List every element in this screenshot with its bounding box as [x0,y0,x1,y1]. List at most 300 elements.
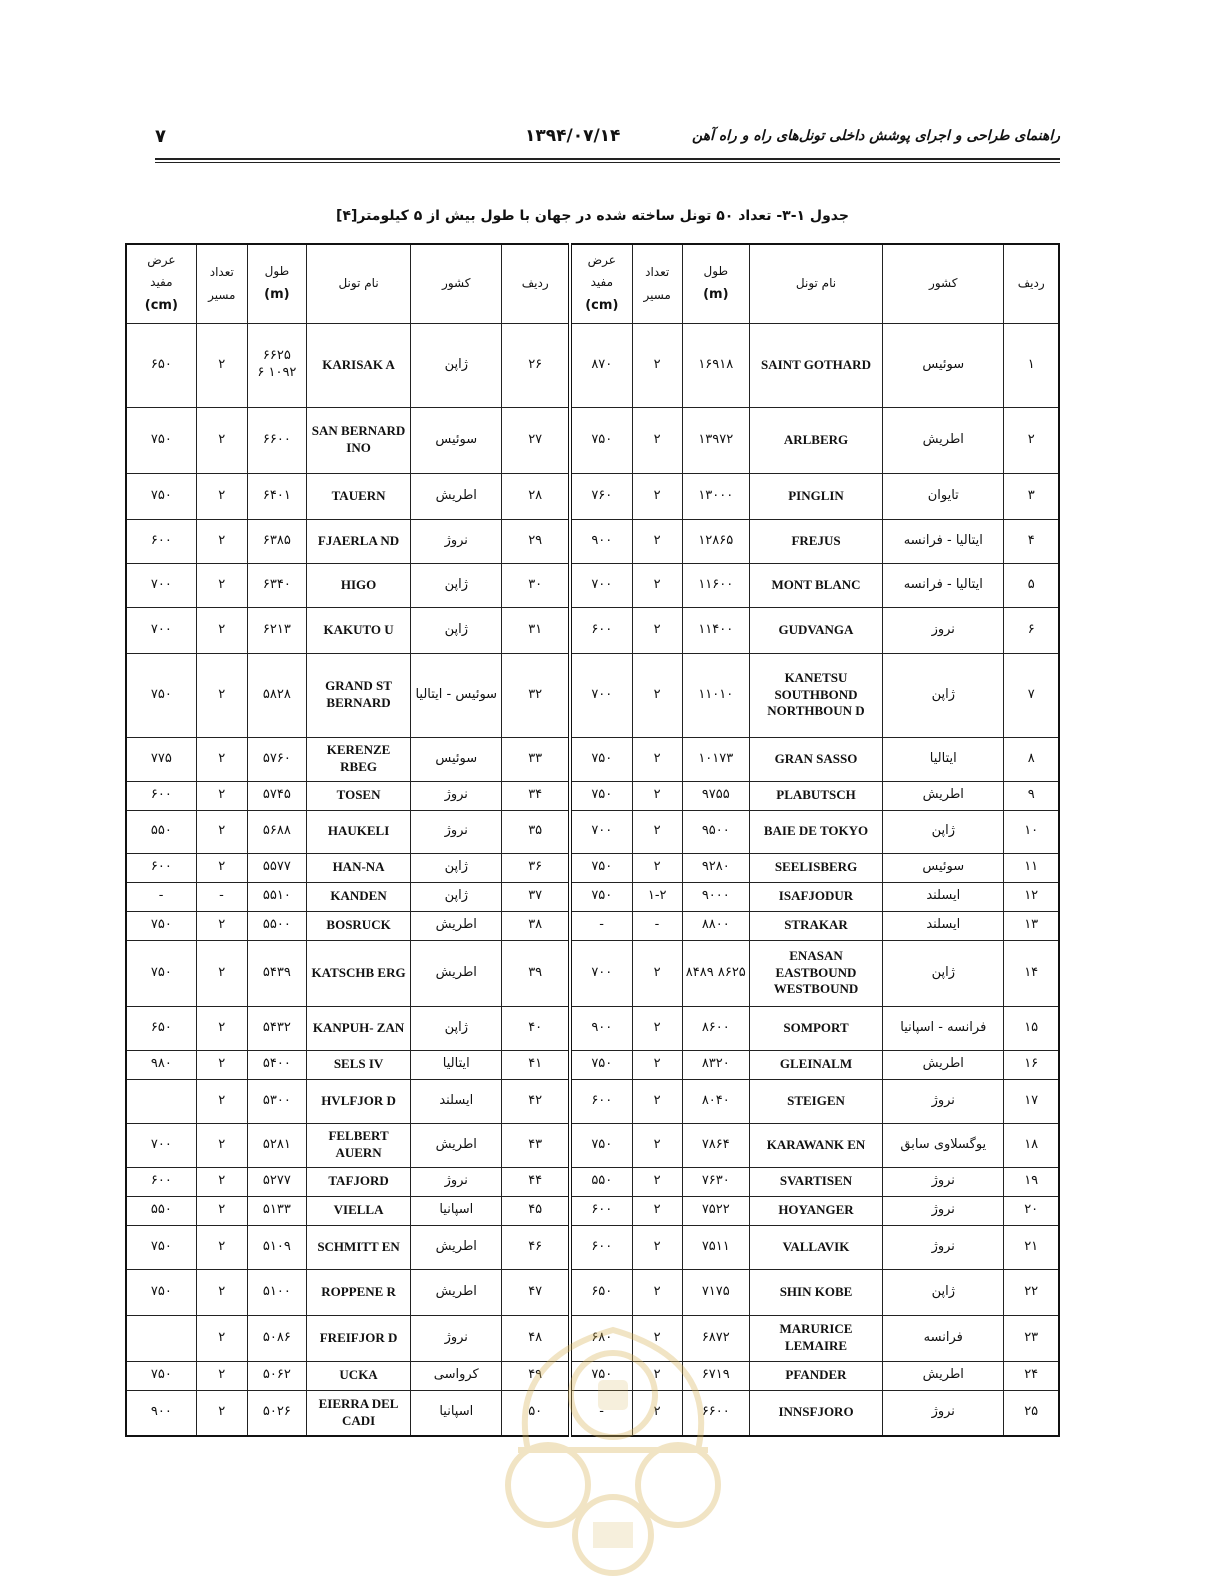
cell-length: ۱۱۶۰۰ [682,563,749,607]
cell-row-number-2: ۲۹ [502,519,570,563]
cell-length: ۶۷۱۹ [682,1361,749,1390]
cell-width-2: ۹۸۰ [126,1050,196,1079]
cell-width-2: ۶۵۰ [126,1006,196,1050]
lanes-label-1: تعداد [645,264,670,279]
cell-country: اطریش [883,781,1004,810]
cell-length: ۸۸۰۰ [682,911,749,940]
cell-width-2: ۷۵۰ [126,407,196,473]
cell-row-number-2: ۳۳ [502,737,570,781]
cell-row-number-2: ۴۲ [502,1079,570,1123]
cell-length: ۹۵۰۰ [682,810,749,853]
cell-country-2: اطریش [411,473,502,519]
cell-width-2: ۶۵۰ [126,323,196,407]
cell-lanes: ۲ [632,940,682,1006]
cell-tunnel-name-2: FJAERLA ND [306,519,410,563]
cell-country: ایتالیا - فرانسه [883,519,1004,563]
cell-width: - [570,1390,632,1436]
cell-lanes: ۲ [632,1079,682,1123]
page-header [155,122,1060,150]
cell-lanes: ۲ [632,1196,682,1225]
cell-lanes: ۲ [632,1167,682,1196]
cell-country-2: ژاپن [411,607,502,653]
cell-country: نروز [883,607,1004,653]
cell-length-2: ۵۷۴۵ [247,781,306,810]
cell-country-2: ژاپن [411,563,502,607]
cell-country-2: ایسلند [411,1079,502,1123]
cell-row-number-2: ۲۶ [502,323,570,407]
width-label-2: مفید [150,275,173,290]
cell-row-number: ۳ [1004,473,1059,519]
cell-lanes-2: ۲ [196,407,247,473]
cell-tunnel-name-2: HIGO [306,563,410,607]
table-row [126,1123,1059,1167]
cell-lanes: ۲ [632,1123,682,1167]
cell-country: ژاپن [883,653,1004,737]
cell-row-number-2: ۴۵ [502,1196,570,1225]
cell-country: ایتالیا - فرانسه [883,563,1004,607]
cell-width: ۹۰۰ [570,1006,632,1050]
cell-row-number-2: ۳۴ [502,781,570,810]
cell-lanes-2: ۲ [196,1196,247,1225]
cell-country: فرانسه [883,1315,1004,1361]
width-label-1: عرض [587,252,616,267]
cell-width: ۷۵۰ [570,882,632,911]
cell-row-number: ۷ [1004,653,1059,737]
cell-length: ۸۳۲۰ [682,1050,749,1079]
cell-width-2: ۷۵۰ [126,911,196,940]
col-header-tunnel-name: نام تونل [749,244,882,323]
table-row [126,1390,1059,1436]
cell-row-number: ۴ [1004,519,1059,563]
cell-lanes: ۲ [632,1006,682,1050]
cell-row-number-2: ۲۷ [502,407,570,473]
cell-row-number: ۱۹ [1004,1167,1059,1196]
cell-length: ۸۶۲۵ ۸۴۸۹ [682,940,749,1006]
cell-lanes: ۲ [632,1361,682,1390]
lanes-label-2: مسیر [208,287,236,302]
cell-width-2: ۷۰۰ [126,563,196,607]
cell-tunnel-name: ARLBERG [749,407,882,473]
cell-lanes-2: ۲ [196,911,247,940]
cell-width-2: ۶۰۰ [126,781,196,810]
cell-row-number: ۱۷ [1004,1079,1059,1123]
cell-row-number: ۲۰ [1004,1196,1059,1225]
cell-row-number-2: ۳۲ [502,653,570,737]
cell-width-2: ۶۰۰ [126,853,196,882]
cell-row-number: ۵ [1004,563,1059,607]
cell-lanes: ۲ [632,653,682,737]
cell-lanes-2: ۲ [196,1006,247,1050]
cell-lanes: ۲ [632,1269,682,1315]
cell-row-number-2: ۴۱ [502,1050,570,1079]
cell-width: ۶۰۰ [570,607,632,653]
page-number: ۷ [155,125,166,147]
cell-country-2: سوئیس [411,407,502,473]
cell-width-2: ۷۵۰ [126,1225,196,1269]
cell-country-2: اطریش [411,1225,502,1269]
table-header-row [126,244,1059,323]
cell-tunnel-name-2: EIERRA DEL CADI [306,1390,410,1436]
cell-width: ۶۵۰ [570,1269,632,1315]
cell-lanes-2: ۲ [196,940,247,1006]
cell-row-number-2: ۴۶ [502,1225,570,1269]
cell-length: ۷۵۲۲ [682,1196,749,1225]
table-row [126,853,1059,882]
cell-length-2: ۵۲۷۷ [247,1167,306,1196]
cell-country: سوئیس [883,853,1004,882]
cell-lanes-2: ۲ [196,781,247,810]
cell-length-2: ۶۴۰۱ [247,473,306,519]
cell-tunnel-name-2: HVLFJOR D [306,1079,410,1123]
cell-row-number: ۲۴ [1004,1361,1059,1390]
document-date: ۱۳۹۴/۰۷/۱۴ [525,126,621,146]
cell-tunnel-name-2: TAUERN [306,473,410,519]
cell-lanes: ۲ [632,853,682,882]
cell-lanes: - [632,911,682,940]
cell-length-2: ۵۱۳۳ [247,1196,306,1225]
document-title: راهنمای طراحی و اجرای پوشش داخلی تونل‌های راه و راه آهن [692,128,1060,144]
cell-tunnel-name-2: KANPUH- ZAN [306,1006,410,1050]
cell-country: تایوان [883,473,1004,519]
cell-lanes-2: ۲ [196,473,247,519]
table-row [126,653,1059,737]
cell-lanes: ۲ [632,737,682,781]
cell-row-number: ۲۲ [1004,1269,1059,1315]
cell-country-2: ژاپن [411,882,502,911]
cell-length-2: ۶۳۴۰ [247,563,306,607]
col-header-length-2 [247,244,306,323]
cell-lanes: ۲ [632,563,682,607]
cell-width: ۷۵۰ [570,781,632,810]
cell-tunnel-name: SOMPORT [749,1006,882,1050]
cell-width-2: ۷۵۰ [126,940,196,1006]
cell-tunnel-name-2: KANDEN [306,882,410,911]
cell-row-number: ۱ [1004,323,1059,407]
cell-tunnel-name: MARURICE LEMAIRE [749,1315,882,1361]
cell-row-number: ۱۰ [1004,810,1059,853]
cell-length-2: ۵۴۳۹ [247,940,306,1006]
cell-tunnel-name: STEIGEN [749,1079,882,1123]
cell-length: ۷۱۷۵ [682,1269,749,1315]
table-row [126,1079,1059,1123]
cell-lanes-2: ۲ [196,1123,247,1167]
cell-tunnel-name: HOYANGER [749,1196,882,1225]
col-header-row-number: ردیف [1004,244,1059,323]
cell-lanes-2: ۲ [196,1390,247,1436]
col-header-row-number-2: ردیف [502,244,570,323]
cell-row-number: ۱۲ [1004,882,1059,911]
cell-width-2: ۶۰۰ [126,1167,196,1196]
cell-length-2: ۵۲۸۱ [247,1123,306,1167]
cell-tunnel-name-2: TAFJORD [306,1167,410,1196]
cell-lanes-2: ۲ [196,1079,247,1123]
cell-country-2: اسپانیا [411,1196,502,1225]
cell-length-2: ۵۱۰۰ [247,1269,306,1315]
table-row [126,607,1059,653]
cell-length: ۱۱۴۰۰ [682,607,749,653]
cell-tunnel-name: SAINT GOTHARD [749,323,882,407]
cell-width: ۷۰۰ [570,563,632,607]
cell-lanes: ۲ [632,607,682,653]
cell-width: ۶۰۰ [570,1079,632,1123]
header-rule [155,158,1060,160]
cell-country-2: ژاپن [411,853,502,882]
cell-width: ۷۰۰ [570,940,632,1006]
cell-row-number: ۲۱ [1004,1225,1059,1269]
cell-tunnel-name: SVARTISEN [749,1167,882,1196]
cell-width: ۶۸۰ [570,1315,632,1361]
cell-tunnel-name-2: KERENZE RBEG [306,737,410,781]
cell-tunnel-name: BAIE DE TOKYO [749,810,882,853]
cell-length-2: ۵۰۲۶ [247,1390,306,1436]
cell-length: ۸۰۴۰ [682,1079,749,1123]
cell-width-2: ۷۵۰ [126,1269,196,1315]
cell-row-number-2: ۳۹ [502,940,570,1006]
cell-width: ۹۰۰ [570,519,632,563]
cell-tunnel-name-2: TOSEN [306,781,410,810]
cell-tunnel-name: PFANDER [749,1361,882,1390]
cell-country: اطریش [883,1050,1004,1079]
table-row [126,1050,1059,1079]
cell-length: ۹۷۵۵ [682,781,749,810]
cell-length-2: ۶۳۸۵ [247,519,306,563]
cell-width: ۷۵۰ [570,407,632,473]
cell-country: ژاپن [883,940,1004,1006]
cell-width-2: ۹۰۰ [126,1390,196,1436]
cell-width-2 [126,1315,196,1361]
col-header-lanes-2 [196,244,247,323]
cell-width: ۷۵۰ [570,853,632,882]
cell-length: ۶۸۷۲ [682,1315,749,1361]
cell-row-number-2: ۵۰ [502,1390,570,1436]
cell-lanes-2: ۲ [196,1050,247,1079]
cell-country: اطریش [883,407,1004,473]
cell-row-number-2: ۴۷ [502,1269,570,1315]
cell-width-2: ۵۵۰ [126,1196,196,1225]
cell-length-2: ۵۵۷۷ [247,853,306,882]
cell-length: ۹۰۰۰ [682,882,749,911]
cell-row-number-2: ۳۵ [502,810,570,853]
cell-length-2: ۵۱۰۹ [247,1225,306,1269]
table-row [126,1315,1059,1361]
cell-row-number-2: ۴۰ [502,1006,570,1050]
cell-tunnel-name-2: VIELLA [306,1196,410,1225]
cell-row-number: ۱۱ [1004,853,1059,882]
cell-lanes-2: ۲ [196,853,247,882]
cell-width-2: ۷۵۰ [126,653,196,737]
cell-tunnel-name: GUDVANGA [749,607,882,653]
cell-country: سوئیس [883,323,1004,407]
cell-tunnel-name-2: UCKA [306,1361,410,1390]
cell-tunnel-name: KARAWANK EN [749,1123,882,1167]
table-row [126,940,1059,1006]
cell-lanes-2: ۲ [196,810,247,853]
cell-row-number-2: ۴۸ [502,1315,570,1361]
cell-lanes-2: ۲ [196,737,247,781]
cell-tunnel-name-2: KARISAK A [306,323,410,407]
cell-lanes: ۲ [632,1225,682,1269]
cell-country-2: اطریش [411,911,502,940]
cell-width-2: ۵۵۰ [126,810,196,853]
cell-row-number: ۱۳ [1004,911,1059,940]
col-header-width-2 [126,244,196,323]
cell-width-2: ۷۰۰ [126,607,196,653]
cell-tunnel-name-2: ROPPENE R [306,1269,410,1315]
cell-row-number: ۶ [1004,607,1059,653]
cell-width: - [570,911,632,940]
cell-lanes-2: ۲ [196,1225,247,1269]
cell-tunnel-name-2: SAN BERNARD INO [306,407,410,473]
cell-tunnel-name: INNSFJORO [749,1390,882,1436]
cell-row-number-2: ۳۷ [502,882,570,911]
cell-length-2: ۵۵۰۰ [247,911,306,940]
cell-lanes: ۱-۲ [632,882,682,911]
cell-length: ۱۳۰۰۰ [682,473,749,519]
cell-country-2: نروژ [411,1315,502,1361]
cell-width: ۵۵۰ [570,1167,632,1196]
cell-row-number-2: ۴۹ [502,1361,570,1390]
cell-lanes: ۲ [632,781,682,810]
cell-lanes-2: ۲ [196,1269,247,1315]
length-label: طول [264,264,290,278]
cell-country-2: نروژ [411,781,502,810]
header-rule-thin [155,162,1060,163]
cell-length: ۱۶۹۱۸ [682,323,749,407]
cell-length: ۶۶۰۰ [682,1390,749,1436]
cell-tunnel-name: KANETSU SOUTHBOND NORTHBOUN D [749,653,882,737]
width-unit: (cm) [585,298,619,314]
cell-width: ۶۰۰ [570,1196,632,1225]
cell-country-2: اطریش [411,1123,502,1167]
table-row [126,1269,1059,1315]
cell-lanes: ۲ [632,407,682,473]
table-caption: جدول ۱-۳- تعداد ۵۰ تونل ساخته شده در جهان با طول بیش از ۵ کیلومتر[۴] [336,208,849,224]
cell-length: ۷۶۳۰ [682,1167,749,1196]
cell-row-number-2: ۳۸ [502,911,570,940]
cell-country-2: نروژ [411,1167,502,1196]
cell-lanes: ۲ [632,323,682,407]
lanes-label-2: مسیر [643,287,671,302]
cell-country: فرانسه - اسپانیا [883,1006,1004,1050]
cell-tunnel-name-2: SCHMITT EN [306,1225,410,1269]
cell-width: ۷۵۰ [570,1050,632,1079]
cell-lanes-2: ۲ [196,563,247,607]
table-row [126,473,1059,519]
cell-tunnel-name-2: FELBERT AUERN [306,1123,410,1167]
table-row [126,737,1059,781]
col-header-lanes [632,244,682,323]
cell-lanes-2: ۲ [196,1167,247,1196]
width-label-2: مفید [590,275,614,290]
cell-lanes: ۲ [632,1315,682,1361]
cell-tunnel-name: SHIN KOBE [749,1269,882,1315]
cell-country: ایتالیا [883,737,1004,781]
table-row [126,1196,1059,1225]
col-header-country: کشور [883,244,1004,323]
cell-row-number: ۱۶ [1004,1050,1059,1079]
cell-country: نروژ [883,1079,1004,1123]
cell-length: ۱۰۱۷۳ [682,737,749,781]
cell-length-2: ۵۳۰۰ [247,1079,306,1123]
cell-length: ۱۲۸۶۵ [682,519,749,563]
cell-width-2: ۷۵۰ [126,1361,196,1390]
table-row [126,1006,1059,1050]
cell-country-2: اطریش [411,940,502,1006]
cell-country: یوگسلاوی سابق [883,1123,1004,1167]
cell-tunnel-name-2: HAUKELI [306,810,410,853]
cell-lanes-2: ۲ [196,1361,247,1390]
cell-length-2: ۵۴۰۰ [247,1050,306,1079]
cell-row-number: ۱۸ [1004,1123,1059,1167]
cell-width-2: ۷۷۵ [126,737,196,781]
cell-tunnel-name-2: GRAND ST BERNARD [306,653,410,737]
cell-tunnel-name-2: SELS IV [306,1050,410,1079]
table-row [126,1167,1059,1196]
cell-row-number: ۲۳ [1004,1315,1059,1361]
cell-width-2: ۶۰۰ [126,519,196,563]
cell-length: ۷۵۱۱ [682,1225,749,1269]
cell-width: ۸۷۰ [570,323,632,407]
cell-length-2: ۶۲۱۳ [247,607,306,653]
cell-lanes: ۲ [632,519,682,563]
length-unit: (m) [264,286,290,302]
cell-country: اطریش [883,1361,1004,1390]
cell-row-number-2: ۲۸ [502,473,570,519]
table-row [126,1361,1059,1390]
cell-length: ۹۲۸۰ [682,853,749,882]
cell-row-number: ۱۵ [1004,1006,1059,1050]
cell-width-2: ۷۵۰ [126,473,196,519]
cell-lanes-2: - [196,882,247,911]
length-label: طول [703,264,729,278]
cell-row-number-2: ۴۴ [502,1167,570,1196]
table-row [126,323,1059,407]
cell-country: نروژ [883,1390,1004,1436]
cell-row-number-2: ۳۰ [502,563,570,607]
table-row [126,810,1059,853]
cell-tunnel-name: FREJUS [749,519,882,563]
cell-country-2: ژاپن [411,323,502,407]
cell-country-2: اسپانیا [411,1390,502,1436]
cell-lanes-2: ۲ [196,323,247,407]
cell-row-number: ۹ [1004,781,1059,810]
cell-row-number: ۲ [1004,407,1059,473]
col-header-tunnel-name-2: نام تونل [306,244,410,323]
table-row [126,407,1059,473]
cell-country: ایسلند [883,882,1004,911]
cell-row-number-2: ۳۶ [502,853,570,882]
cell-country-2: سوئیس - ایتالیا [411,653,502,737]
cell-length: ۸۶۰۰ [682,1006,749,1050]
cell-country-2: نروژ [411,810,502,853]
cell-country: ژاپن [883,810,1004,853]
cell-tunnel-name-2: KATSCHB ERG [306,940,410,1006]
table-row [126,781,1059,810]
col-header-country-2: کشور [411,244,502,323]
length-unit: (m) [703,286,729,302]
cell-length: ۱۳۹۷۲ [682,407,749,473]
col-header-length [682,244,749,323]
table-row [126,519,1059,563]
cell-length-2: ۵۶۸۸ [247,810,306,853]
cell-country: نروژ [883,1167,1004,1196]
cell-lanes: ۲ [632,1050,682,1079]
col-header-width [570,244,632,323]
cell-lanes-2: ۲ [196,519,247,563]
cell-row-number-2: ۳۱ [502,607,570,653]
cell-lanes-2: ۲ [196,653,247,737]
cell-length-2: ۵۸۲۸ [247,653,306,737]
